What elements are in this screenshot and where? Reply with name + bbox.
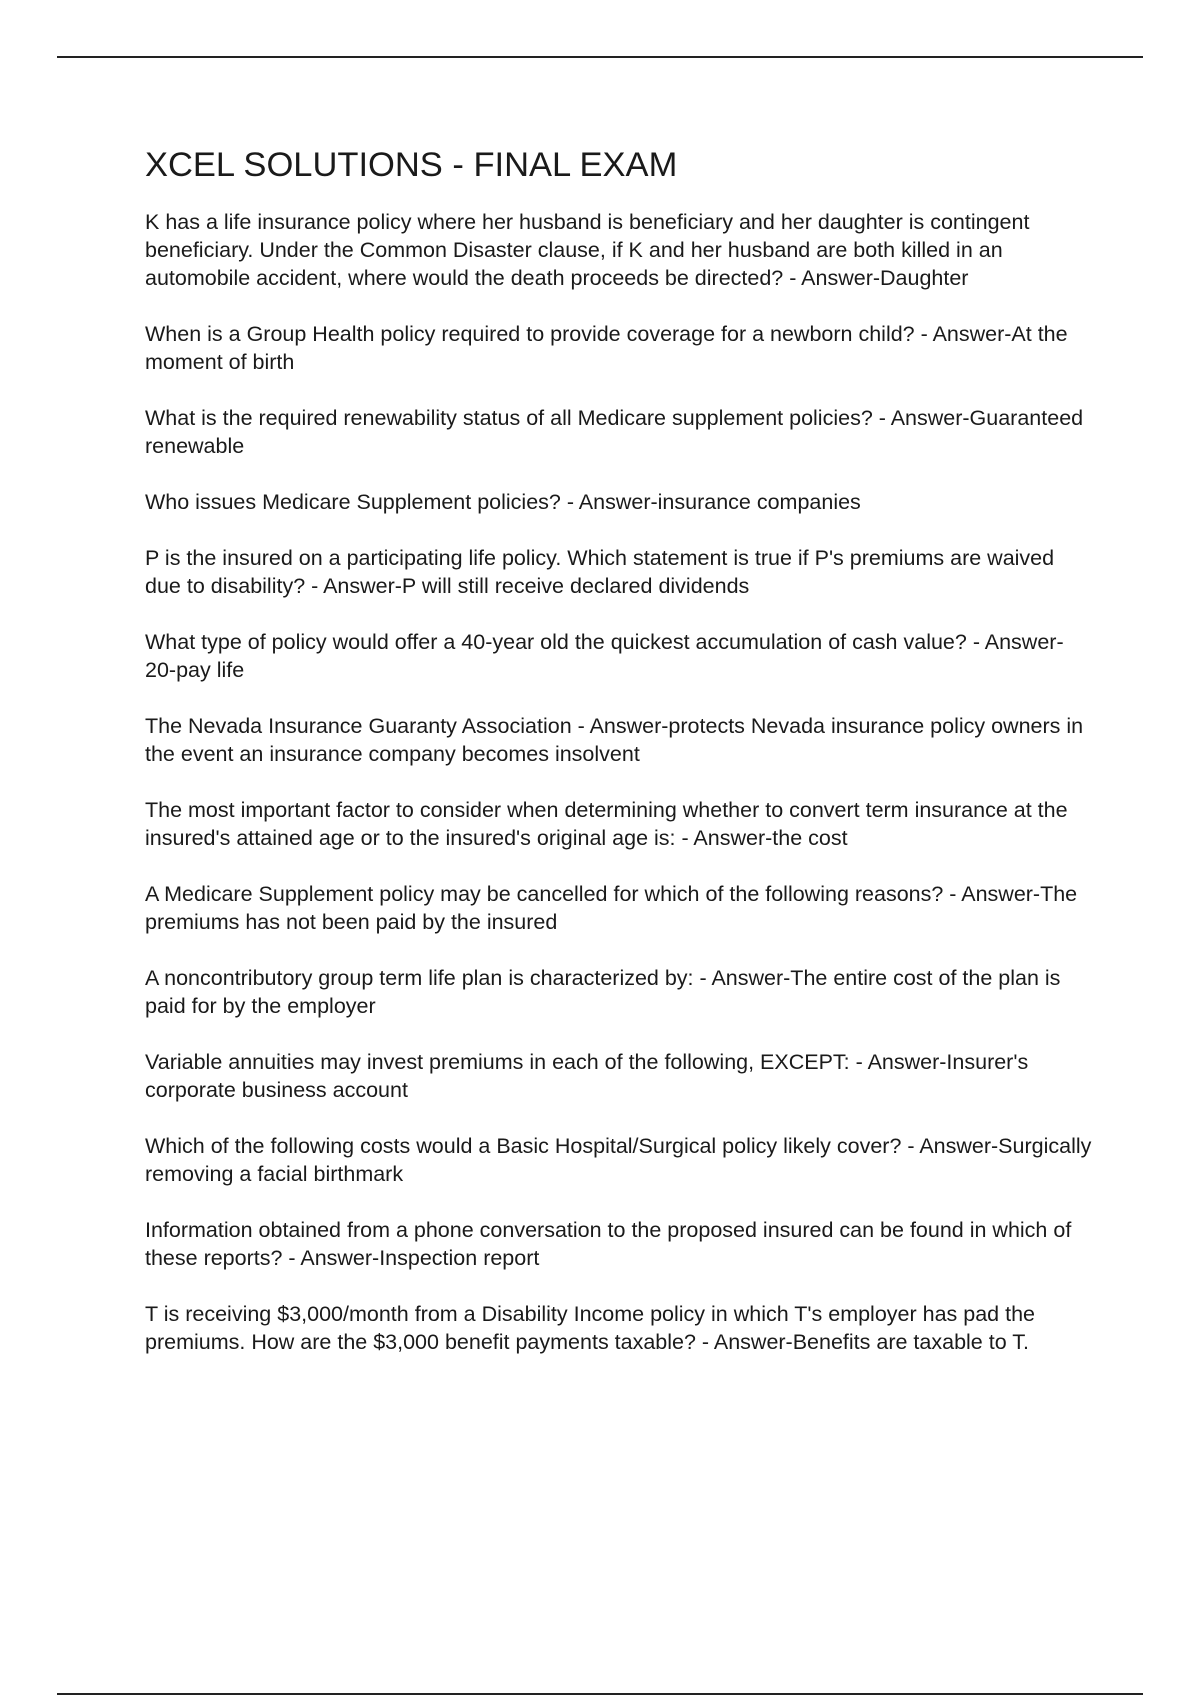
question-item: K has a life insurance policy where her husband is beneficiary and her daughter is contingent beneficiary. Under the Common Disaster clause, if K and her husband are both killed in an automobile accident, where would the death proceeds be directed? - Answer-Daughter — [145, 210, 1030, 290]
question-list — [145, 208, 1093, 1356]
question-item: Information obtained from a phone conversation to the proposed insured can be found in which of these reports? - Answer-Inspection report — [145, 1218, 1072, 1270]
question-item: Who issues Medicare Supplement policies? - Answer-insurance companies — [145, 490, 861, 514]
question-item: Which of the following costs would a Basic Hospital/Surgical policy likely cover? - Answer-Surgically removing a facial birthmark — [145, 1134, 1092, 1186]
question-item: T is receiving $3,000/month from a Disability Income policy in which T's employer has pad the premiums. How are the $3,000 benefit payments taxable? - Answer-Benefits are taxable to T. — [145, 1302, 1036, 1354]
question-item: A noncontributory group term life plan is characterized by: - Answer-The entire cost of the plan is paid for by the employer — [145, 966, 1061, 1018]
top-rule — [57, 56, 1143, 58]
question-item: The most important factor to consider when determining whether to convert term insurance at the insured's attained age or to the insured's original age is: - Answer-the cost — [145, 798, 1068, 850]
bottom-rule — [57, 1693, 1143, 1695]
question-item: What type of policy would offer a 40-year old the quickest accumulation of cash value? - Answer-20-pay life — [145, 630, 1064, 682]
document-body — [145, 143, 1093, 1384]
question-item: What is the required renewability status of all Medicare supplement policies? - Answer-Guaranteed renewable — [145, 406, 1084, 458]
question-item: When is a Group Health policy required to provide coverage for a newborn child? - Answer-At the moment of birth — [145, 322, 1068, 374]
question-item: A Medicare Supplement policy may be cancelled for which of the following reasons? - Answer-The premiums has not been paid by the insured — [145, 882, 1078, 934]
document-title: XCEL SOLUTIONS - FINAL EXAM — [145, 146, 678, 184]
question-item: Variable annuities may invest premiums in each of the following, EXCEPT: - Answer-Insurer's corporate business account — [145, 1050, 1029, 1102]
question-item: P is the insured on a participating life policy. Which statement is true if P's premiums are waived due to disability? - Answer-P will still receive declared dividends — [145, 546, 1055, 598]
question-item: The Nevada Insurance Guaranty Association - Answer-protects Nevada insurance policy owners in the event an insurance company becomes insolvent — [145, 714, 1084, 766]
